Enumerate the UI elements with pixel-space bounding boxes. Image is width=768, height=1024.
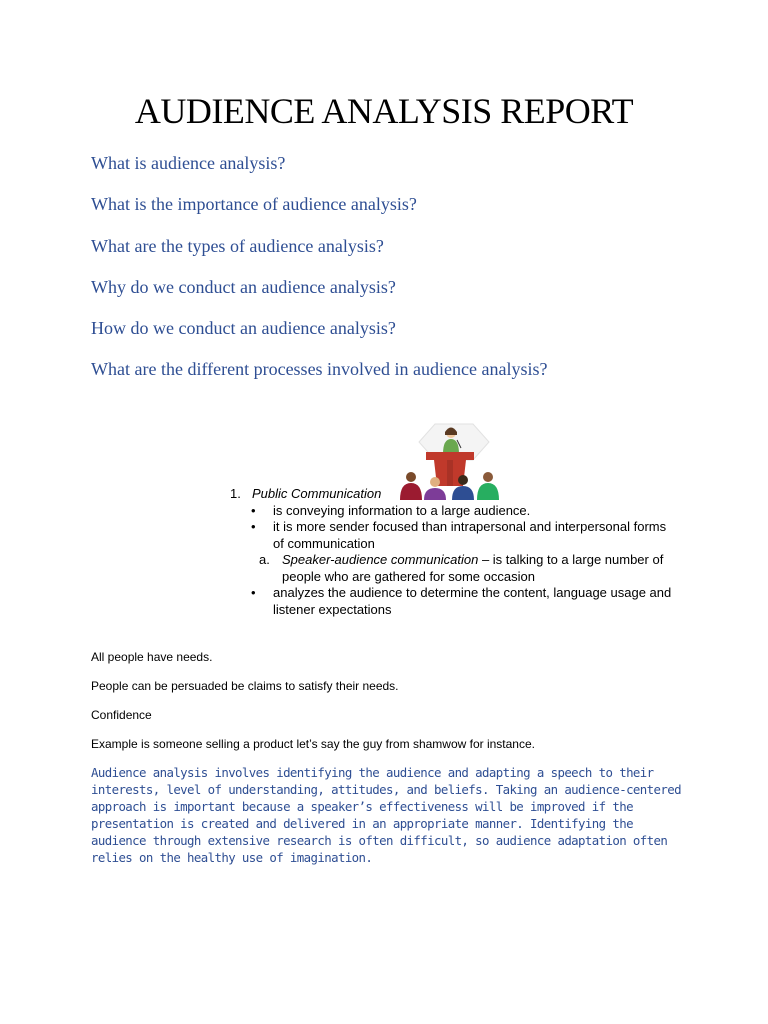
note-paragraph: Confidence <box>91 708 152 722</box>
note-paragraph: People can be persuaded be claims to satisfy their needs. <box>91 679 399 693</box>
bullet-text: analyzes the audience to determine the content, language usage and listener expectations <box>273 585 672 617</box>
list-number: 1. <box>230 486 241 501</box>
bullet-icon: • <box>251 503 256 518</box>
question-item: Why do we conduct an audience analysis? <box>91 276 396 297</box>
list-heading <box>230 486 381 503</box>
sub-item-text: – is talking to a large number of people who are gathered for some occasion <box>282 552 664 584</box>
bullet-icon: • <box>251 519 256 534</box>
question-item: How do we conduct an audience analysis? <box>91 318 396 339</box>
page-title: AUDIENCE ANALYSIS REPORT <box>134 91 634 131</box>
question-item: What are the different processes involved in audience analysis? <box>91 359 548 380</box>
question-item: What are the types of audience analysis? <box>91 235 384 256</box>
bullet-icon: • <box>251 585 256 600</box>
public-speaker-illustration <box>395 422 505 502</box>
sub-item-letter: a. <box>259 552 270 567</box>
question-item: What is audience analysis? <box>91 153 286 173</box>
list-heading-text: Public Communication <box>252 486 382 501</box>
note-paragraph: All people have needs. <box>91 650 213 664</box>
bullet-text: it is more sender focused than intrapersonal and interpersonal forms of communication <box>273 519 667 551</box>
bullet-text: is conveying information to a large audience. <box>273 503 531 518</box>
question-item: What is the importance of audience analysis? <box>91 194 417 215</box>
question-list <box>91 150 741 398</box>
sub-item-term: Speaker-audience communication <box>282 552 479 567</box>
summary-paragraph: Audience analysis involves identifying the audience and adapting a speech to their interests, level of understanding, attitudes, and beliefs. Taking an audience-centered approach is important because a speaker’s effectiveness will be improved if the presentation is created and delivered in an appropriate manner. Identifying the audience through extensive research is often difficult, so audience adaptation often relies on the healthy use of imagination. <box>91 765 681 865</box>
note-paragraph: Example is someone selling a product let’s say the guy from shamwow for instance. <box>91 737 535 751</box>
